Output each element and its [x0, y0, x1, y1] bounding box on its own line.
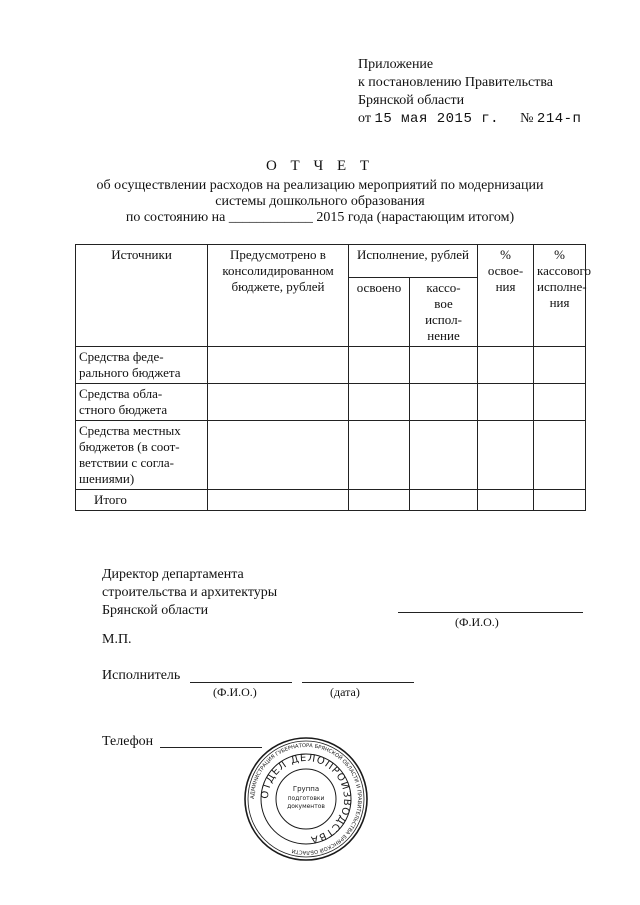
table-cell	[349, 384, 410, 421]
stamp-place-label: М.П.	[102, 632, 132, 647]
table-header-row	[76, 245, 586, 278]
header-cash: кассо- вое испол- нение	[410, 278, 478, 347]
executor-fio-caption: (Ф.И.О.)	[213, 685, 257, 699]
table-cell	[208, 490, 349, 511]
row-local-label: Средства местных бюджетов (в соот- ветствии с согла- шениями)	[76, 421, 208, 490]
subtitle-line2: системы дошкольного образования	[215, 194, 425, 209]
appendix-line1: Приложение	[358, 57, 434, 72]
director-line3: Брянской области	[102, 603, 209, 618]
table-cell	[349, 421, 410, 490]
table-cell	[208, 421, 349, 490]
table-cell	[208, 347, 349, 384]
table-cell	[410, 490, 478, 511]
director-line2: строительства и архитектуры	[102, 585, 278, 600]
appendix-line3: Брянской области	[358, 93, 465, 108]
table-row	[76, 384, 586, 421]
executor-date-caption: (дата)	[330, 685, 360, 699]
stamp-center-line2: подготовки	[287, 795, 325, 802]
header-execution: Исполнение, рублей	[349, 245, 478, 278]
table-cell	[410, 347, 478, 384]
row-total-label: Итого	[76, 490, 208, 511]
header-mastered: освоено	[349, 278, 410, 347]
table-total-row	[76, 490, 586, 511]
report-table	[75, 244, 592, 511]
appendix-header	[358, 56, 581, 128]
table-cell	[349, 490, 410, 511]
director-signature-line	[398, 612, 583, 613]
table-cell	[208, 384, 349, 421]
stamp-outer-text: АДМИНИСТРАЦИЯ ГУБЕРНАТОРА БРЯНСКОЙ ОБЛАСТИ И ПРАВИТЕЛЬСТВА БРЯНСКОЙ ОБЛАСТИ	[249, 742, 363, 856]
header-sources: Источники	[76, 245, 208, 347]
stamp-center-line3: документов	[287, 803, 325, 810]
number-prefix: №	[520, 111, 534, 126]
signature-block	[102, 566, 277, 620]
table-cell	[478, 421, 534, 490]
header-planned: Предусмотрено в консолидированном бюджете, рублей	[208, 245, 349, 347]
report-subtitle	[0, 178, 640, 226]
executor-label: Исполнитель	[102, 668, 181, 683]
official-stamp	[243, 736, 369, 862]
director-line1: Директор департамента	[102, 567, 244, 582]
table-cell	[534, 384, 586, 421]
table-cell	[478, 384, 534, 421]
date-value: 15 мая 2015 г.	[374, 111, 500, 127]
table-row	[76, 421, 586, 490]
table-cell	[410, 421, 478, 490]
table-cell	[534, 490, 586, 511]
subtitle-line1: об осуществлении расходов на реализацию мероприятий по модернизации	[96, 178, 544, 193]
table-cell	[478, 347, 534, 384]
table-cell	[534, 347, 586, 384]
executor-fio-line	[190, 682, 292, 683]
table-cell	[349, 347, 410, 384]
number-value: 214-п	[536, 111, 582, 127]
appendix-line2: к постановлению Правительства	[358, 75, 554, 90]
phone-label: Телефон	[102, 734, 154, 749]
executor-date-line	[302, 682, 414, 683]
table-cell	[478, 490, 534, 511]
appendix-date-line	[358, 110, 581, 128]
table-cell	[410, 384, 478, 421]
director-fio-caption: (Ф.И.О.)	[455, 615, 499, 629]
date-prefix: от	[358, 111, 371, 126]
stamp-inner-text: ОТДЕЛ ДЕЛОПРОИЗВОДСТВА	[259, 752, 353, 845]
row-regional-label: Средства обла- стного бюджета	[76, 384, 208, 421]
table-cell	[534, 421, 586, 490]
header-pct-mastered: % освое- ния	[478, 245, 534, 347]
header-pct-cash: % кассового исполне- ния	[534, 245, 586, 347]
table-row	[76, 347, 586, 384]
subtitle-line3: по состоянию на ____________ 2015 года (нарастающим итогом)	[125, 210, 515, 225]
report-title: О Т Ч Е Т	[265, 158, 375, 174]
stamp-center-line1: Группа	[292, 785, 320, 793]
row-federal-label: Средства феде- рального бюджета	[76, 347, 208, 384]
